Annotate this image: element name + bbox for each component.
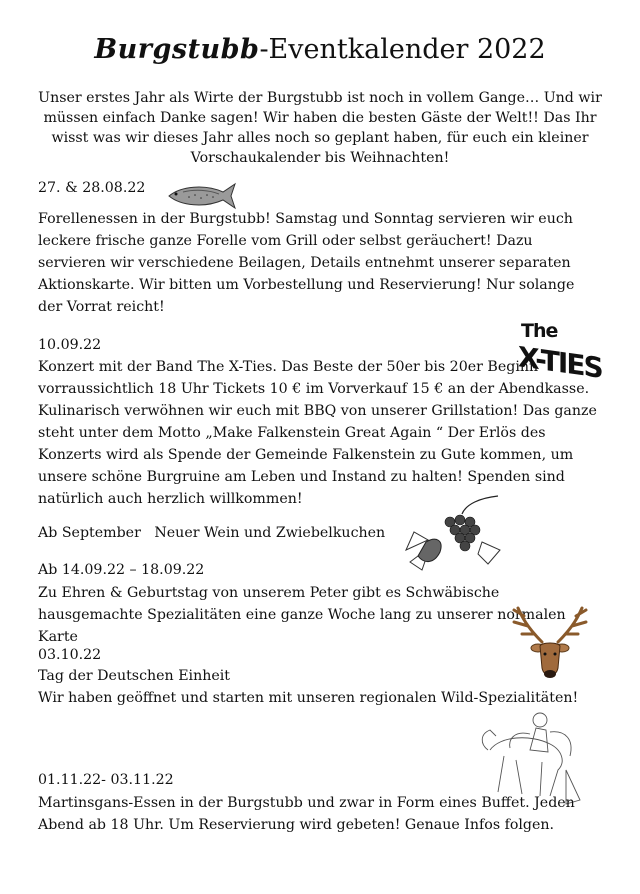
x-ties-logo-name: X-TIES (518, 340, 602, 385)
x-ties-logo-the: The (521, 320, 558, 342)
deer-head-icon (508, 604, 592, 686)
event-geburtstag-date: Ab 14.09.22 – 18.09.22 (38, 562, 205, 578)
event-geburtstag-text: Zu Ehren & Geburtstag von unserem Peter gibt es Schwäbische hausgemachte Spezialitäten eine ganze Woche lang zu unserer normalen Karte (38, 585, 566, 645)
event-einheit-date: 03.10.22 (38, 647, 102, 663)
event-martin-text: Martinsgans-Essen in der Burgstubb und zwar in Form eines Buffet. Jeden Abend ab 18 Uhr. Um Reservierung wird gebeten! Genaue Infos folgen. (38, 795, 575, 833)
title-rest: -Eventkalender 2022 (259, 34, 546, 65)
grapes-icon (400, 492, 510, 582)
event-einheit-title: Tag der Deutschen Einheit (38, 668, 231, 684)
intro-text: Unser erstes Jahr als Wirte der Burgstubb ist noch in vollem Gange… Und wir müssen einfach Danke sagen! Wir haben die besten Gäste der Welt!! Das Ihr wisst was wir dieses Jahr alles noch so geplant haben, für euch ein kleiner Vorschaukalender bis Weihnachten! (38, 90, 602, 166)
event-konzert-text: Konzert mit der Band The X-Ties. Das Beste der 50er bis 20er Beginn vorraussichtlich 18 Uhr Tickets 10 € im Vorverkauf 15 € an der Abendkasse. Kulinarisch verwöhnen wir euch mit BBQ von unserer Grillstation! Das ganze steht unter dem Motto „Make Falkenstein Great Again “ Der Erlös des Konzerts wird als Spende der Gemeinde Falkenstein zu Gute kommen, um unsere schöne Burgruine am Leben und Instand zu halten! Spenden sind natürlich auch herzlich willkommen! (38, 359, 597, 507)
page-title (0, 34, 640, 65)
event-wein-text: Ab September Neuer Wein und Zwiebelkuchen (38, 525, 386, 541)
trout-icon (165, 178, 237, 212)
event-einheit-text: Wir haben geöffnet und starten mit unseren regionalen Wild-Spezialitäten! (38, 690, 579, 706)
title-brand: Burgstubb (94, 34, 260, 65)
event-martin-date: 01.11.22- 03.11.22 (38, 772, 174, 788)
event-forelle-text: Forellenessen in der Burgstubb! Samstag und Sonntag servieren wir euch leckere frische ganze Forelle vom Grill oder selbst geräuchert! Dazu servieren wir verschiedene Beilagen, Details entnehmt unserer separaten Aktionskarte. Wir bitten um Vorbestellung und Reservierung! Nur solange der Vorrat reicht! (38, 211, 575, 315)
event-konzert-date: 10.09.22 (38, 337, 102, 353)
event-forelle-date: 27. & 28.08.22 (38, 180, 146, 196)
